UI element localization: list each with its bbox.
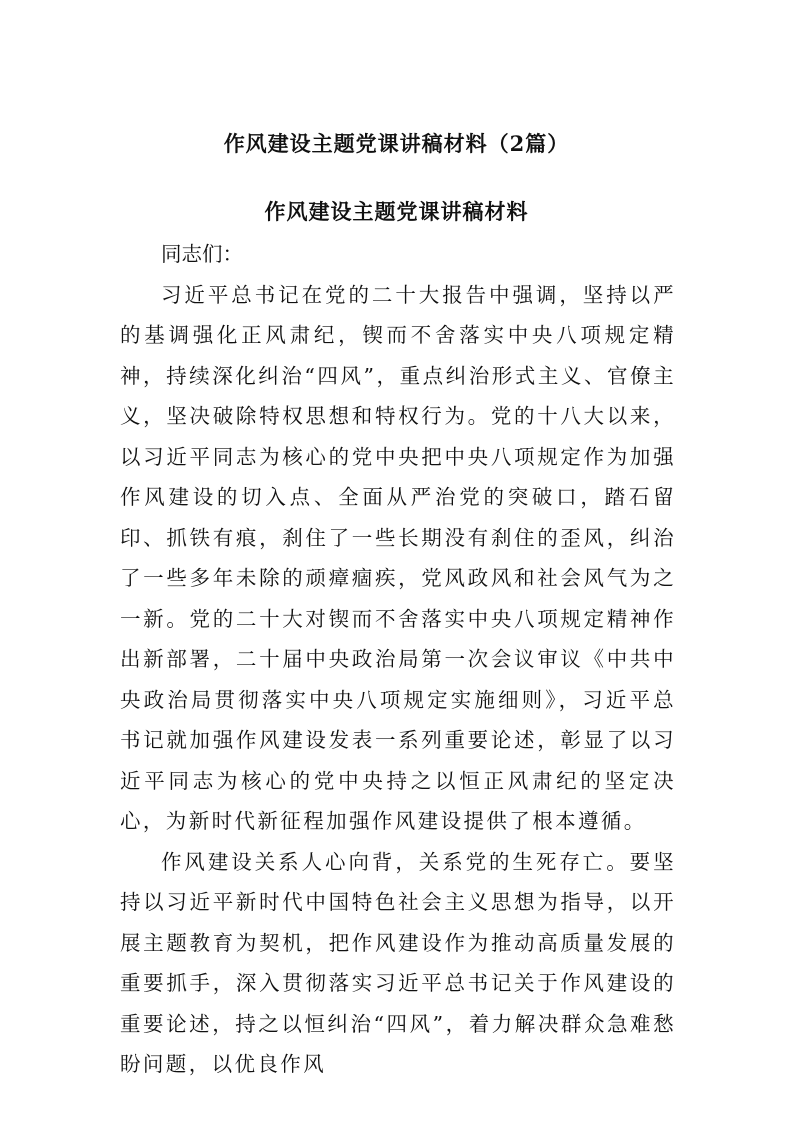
paragraph-1: 习近平总书记在党的二十大报告中强调，坚持以严的基调强化正风肃纪，锲而不舍落实中央八项规定精神，持续深化纠治“四风”，重点纠治形式主义、官僚主义，坚决破除特权思想和特权行为。党的十八大以来，以习近平同志为核心的党中央把中央八项规定作为加强作风建设的切入点、全面从严治党的突破口，踏石留印、抓铁有痕，刹住了一些长期没有刹住的歪风，纠治了一些多年未除的顽瘴痼疾，党风政风和社会风气为之一新。党的二十大对锲而不舍落实中央八项规定精神作出新部署，二十届中央政治局第一次会议审议《中共中央政治局贯彻落实中央八项规定实施细则》，习近平总书记就加强作风建设发表一系列重要论述，彰显了以习近平同志为核心的党中央持之以恒正风肃纪的坚定决心，为新时代新征程加强作风建设提供了根本遵循。 xyxy=(120,282,676,833)
document-subtitle: 作风建设主题党课讲稿材料 xyxy=(264,199,529,224)
paragraph-2: 作风建设关系人心向背，关系党的生死存亡。要坚持以习近平新时代中国特色社会主义思想为指导，以开展主题教育为契机，把作风建设作为推动高质量发展的重要抓手，深入贯彻落实习近平总书记关于作风建设的重要论述，持之以恒纠治“四风”，着力解决群众急难愁盼问题，以优良作风 xyxy=(120,849,676,1076)
greeting: 同志们： xyxy=(161,242,243,266)
document-title: 作风建设主题党课讲稿材料（2篇） xyxy=(223,131,570,156)
document-body xyxy=(120,234,676,1085)
